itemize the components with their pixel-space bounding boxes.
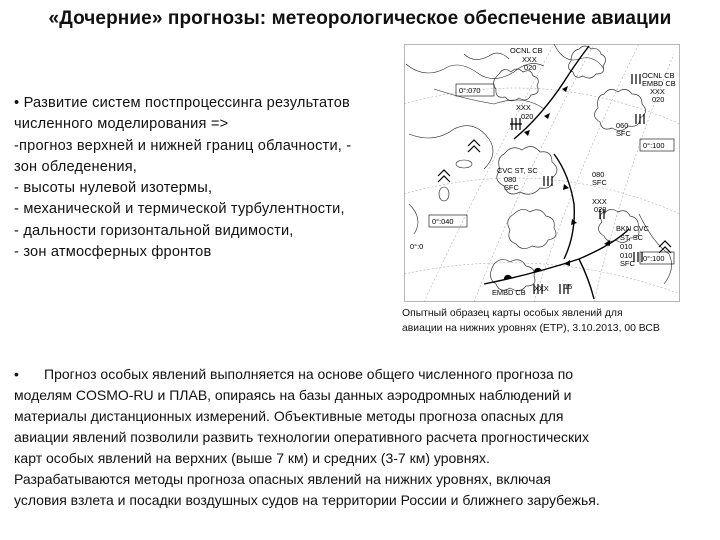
map-label: 0°:100 [643, 254, 665, 263]
map-label: XXX [522, 55, 537, 64]
list-item: - дальности горизонтальной видимости, [14, 222, 294, 239]
map-label: XXX [534, 284, 549, 293]
postprocessing-list [14, 93, 404, 263]
paragraph-line: моделям COSMO-RU и ПЛАВ, опираясь на базы данных аэродромных наблюдений и [14, 387, 572, 403]
map-label: 020 [521, 112, 534, 121]
map-label: CVC ST, SC [497, 166, 538, 175]
map-label: 0°:070 [459, 86, 481, 95]
map-label: XXX [516, 103, 531, 112]
list-item: - механической и термической турбулентности, [14, 201, 345, 218]
map-label: 0°:040 [432, 217, 454, 226]
list-item: -прогноз верхней и нижней границ облачности, - [14, 137, 352, 154]
map-label: 010 [620, 242, 633, 251]
slide-title: «Дочерние» прогнозы: метеорологическое обеспечение авиации [48, 8, 672, 29]
map-label: 0°:100 [643, 141, 665, 150]
map-caption [402, 306, 702, 336]
map-label: SFC [592, 178, 607, 187]
significant-weather-map [404, 44, 680, 302]
paragraph-text: Прогноз особых явлений выполняется на основе общего численного прогноза по [44, 366, 574, 382]
map-label: OCNL CB [510, 46, 543, 55]
list-item: - высоты нулевой изотермы, [14, 180, 213, 197]
map-label: 15 [564, 282, 573, 291]
map-label: ST, SC [620, 233, 643, 242]
map-label: XXX [650, 87, 665, 96]
caption-line: авиации на нижних уровнях (ЕТР), 3.10.2013, 00 ВСВ [402, 323, 660, 334]
map-label: SFC [620, 259, 635, 268]
map-label: 020 [594, 205, 607, 214]
map-label: SFC [504, 183, 519, 192]
paragraph-line: условия взлета и посадки воздушных судов на территории России и ближнего зарубежья. [14, 492, 600, 508]
list-item: - зон атмосферных фронтов [14, 244, 212, 261]
list-item: численного моделирования => [14, 116, 229, 133]
map-label: OCNL CB [642, 71, 675, 80]
map-label: 0°:0 [410, 242, 424, 251]
map-label: 060 [616, 121, 629, 130]
map-label: 020 [524, 63, 537, 72]
map-label: XXX [592, 197, 607, 206]
paragraph-line: Разрабатываются методы прогноза опасных явлений на нижних уровнях, включая [14, 471, 551, 487]
paragraph-line: материалы дистанционных измерений. Объективные методы прогноза опасных для [14, 408, 564, 424]
map-label: 080 [504, 175, 517, 184]
map-label: BKN CVC [616, 224, 649, 233]
list-item: • Развитие систем постпроцессинга результатов [14, 95, 350, 111]
map-label: SFC [616, 129, 631, 138]
forecast-paragraph [14, 364, 710, 511]
paragraph-line: карт особых явлений на верхних (выше 7 км) и средних (3-7 км) уровнях. [14, 450, 490, 466]
map-label: 020 [652, 95, 665, 104]
bullet-icon: • [14, 366, 19, 382]
map-label: EMBD CB [642, 79, 676, 88]
list-item: зон обледенения, [14, 158, 138, 175]
map-label: 080 [592, 170, 605, 179]
paragraph-line [14, 364, 710, 385]
paragraph-line: авиации явлений позволили развить технологии оперативного расчета прогностических [14, 429, 590, 445]
caption-line: Опытный образец карты особых явлений для [402, 308, 623, 319]
map-label: EMBD CB [492, 288, 526, 297]
map-label: 010 [620, 251, 633, 260]
